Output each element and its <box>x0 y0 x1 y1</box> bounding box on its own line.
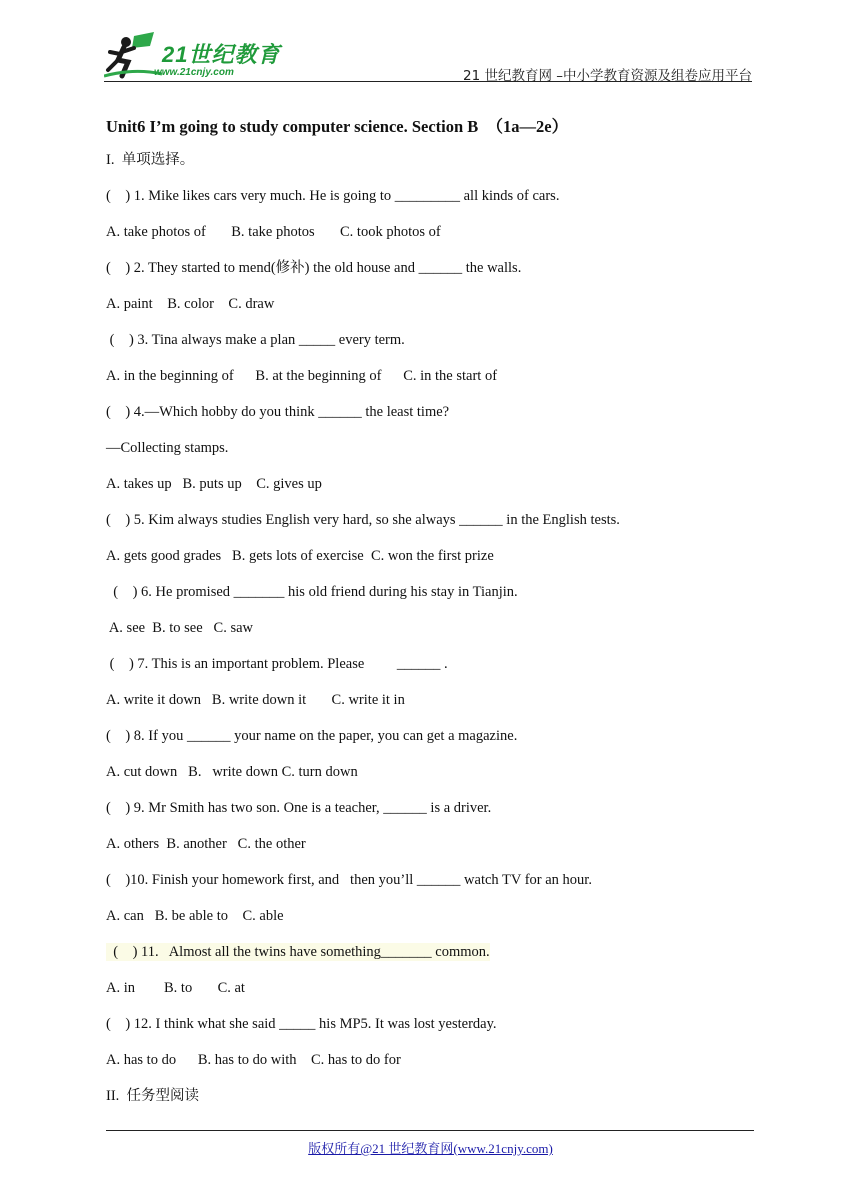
question-1: ( ) 1. Mike likes cars very much. He is going to _________ all kinds of cars. <box>106 188 560 204</box>
question-7: ( ) 7. This is an important problem. Please ______ . <box>106 656 448 672</box>
question-3: ( ) 3. Tina always make a plan _____ every term. <box>106 332 405 348</box>
options-5: A. gets good grades B. gets lots of exercise C. won the first prize <box>106 548 494 564</box>
options-11: A. in B. to C. at <box>106 980 245 996</box>
header-divider <box>104 81 752 82</box>
page-header <box>104 30 752 84</box>
footer-copyright-link[interactable]: 版权所有@21 世纪教育网(www.21cnjy.com) <box>308 1141 553 1156</box>
question-10: ( )10. Finish your homework first, and then you’ll ______ watch TV for an hour. <box>106 872 592 888</box>
options-10: A. can B. be able to C. able <box>106 908 284 924</box>
options-4: A. takes up B. puts up C. gives up <box>106 476 322 492</box>
question-8: ( ) 8. If you ______ your name on the paper, you can get a magazine. <box>106 728 518 744</box>
options-9: A. others B. another C. the other <box>106 836 306 852</box>
options-7: A. write it down B. write down it C. write it in <box>106 692 405 708</box>
section-heading-2: II. 任务型阅读 <box>106 1088 200 1104</box>
options-8: A. cut down B. write down C. turn down <box>106 764 358 780</box>
question-9: ( ) 9. Mr Smith has two son. One is a teacher, ______ is a driver. <box>106 800 492 816</box>
options-2: A. paint B. color C. draw <box>106 296 275 312</box>
logo-url: www.21cnjy.com <box>154 67 234 78</box>
options-1: A. take photos of B. take photos C. took photos of <box>106 224 441 240</box>
question-4: ( ) 4.—Which hobby do you think ______ the least time? <box>106 404 450 420</box>
document-title: Unit6 I’m going to study computer science. Section B （1a—2e） <box>106 117 569 136</box>
question-2: ( ) 2. They started to mend(修补) the old house and ______ the walls. <box>106 260 522 276</box>
question-12: ( ) 12. I think what she said _____ his MP5. It was lost yesterday. <box>106 1016 497 1032</box>
question-11: ( ) 11. Almost all the twins have something_______ common. <box>106 944 490 960</box>
options-12: A. has to do B. has to do with C. has to do for <box>106 1052 401 1068</box>
logo-text: 21世纪教育 <box>162 42 281 67</box>
question-4-answer-line: —Collecting stamps. <box>106 440 229 456</box>
site-logo <box>104 32 284 82</box>
options-6: A. see B. to see C. saw <box>106 620 253 636</box>
options-3: A. in the beginning of B. at the beginning of C. in the start of <box>106 368 498 384</box>
site-tagline: 21 世纪教育网 –中小学教育资源及组卷应用平台 <box>462 68 752 84</box>
question-6: ( ) 6. He promised _______ his old friend during his stay in Tianjin. <box>106 584 518 600</box>
footer-divider <box>106 1130 754 1131</box>
section-heading-1: I. 单项选择。 <box>106 152 195 168</box>
question-5: ( ) 5. Kim always studies English very hard, so she always ______ in the English tests. <box>106 512 620 528</box>
